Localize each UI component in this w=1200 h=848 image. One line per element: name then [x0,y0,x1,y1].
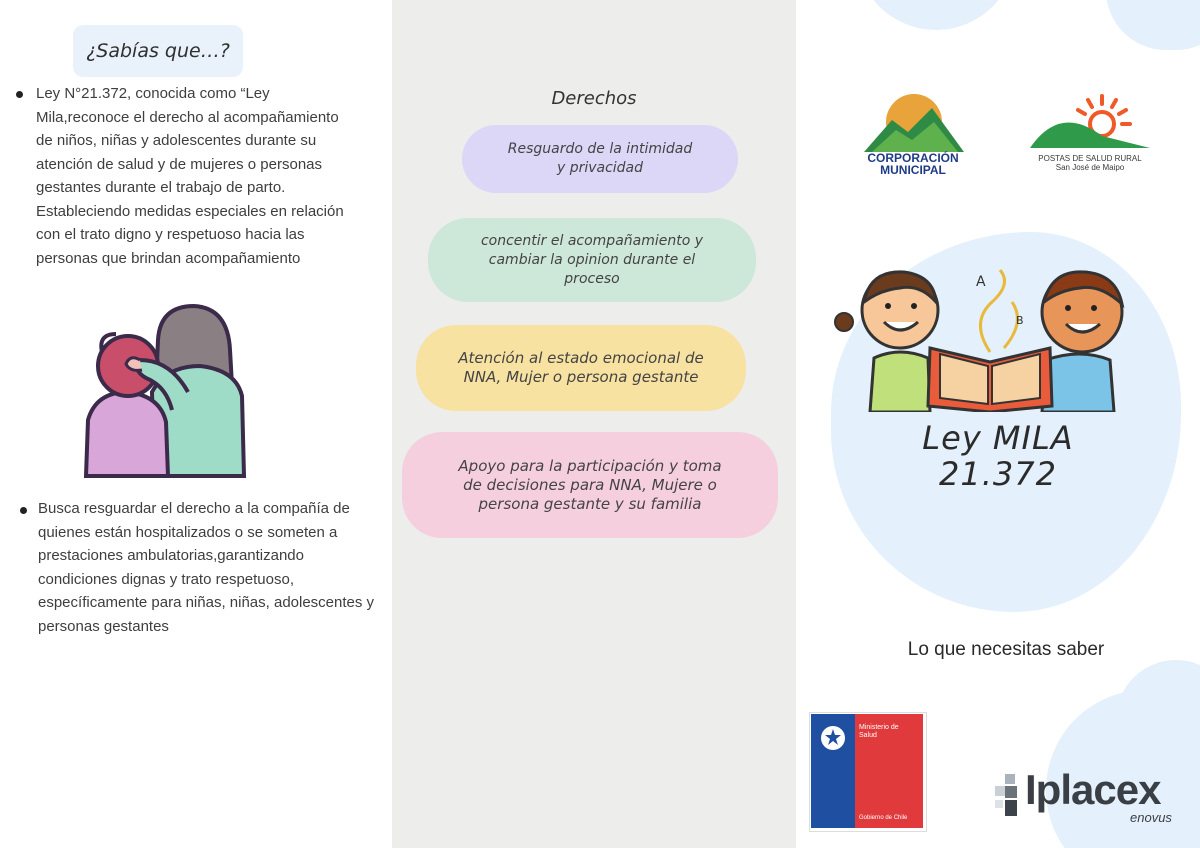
bullet-dot-icon [16,91,23,98]
right-privacy-text: Resguardo de la intimidad y privacidad [507,141,693,176]
iplacex-name: Iplacex [1025,766,1161,813]
middle-panel [392,0,796,848]
minsal-name-line1: Ministerio de [859,724,899,731]
ley-mila-title-line1: Ley MILA [922,419,1074,457]
adult-hand [126,358,142,371]
bullet-dot-icon [20,507,27,514]
postas-label: POSTAS DE SALUD RURAL [1038,154,1142,163]
mother-child-illustration [76,300,256,485]
top-cloud-shape [856,0,1016,30]
letter-a-icon: A [976,274,986,290]
ley-mila-title [796,420,1200,492]
postas-location-label: San José de Maipo [1055,163,1125,172]
right-participation-text: Apoyo para la participación y toma de decisiones para NNA, Mujere o persona gestante y su familia [458,456,722,513]
iplacex-squares-icon [993,774,1023,816]
right-emotional-pill [416,325,746,411]
top-right-cloud-shape [1106,0,1200,50]
corporacion-label: CORPORACIÓN [867,151,959,165]
kids-reading-illustration [830,262,1140,412]
ley-mila-title-line2: 21.372 [939,455,1057,493]
letter-b-icon: B [1016,314,1024,327]
right-accompaniment-text: concentir el acompañamiento y cambiar la opinion durante el proceso [480,232,704,287]
girl-body [870,352,930,412]
minsal-name [859,724,921,740]
right-accompaniment-pill [428,218,756,302]
sabias-que-heading: ¿Sabías que…? [73,25,243,77]
gobierno-chile-label: Gobierno de Chile [859,815,908,821]
lo-que-necesitas-saber: Lo que necesitas saber [907,639,1105,660]
bullet-companion-right: Busca resguardar el derecho a la compañía de quienes están hospitalizados o se someten a prestaciones ambulatorias,garantizando condiciones dignas y trato respetuoso, específicamente para niñas, niñas, adolescentes y personas gestantes [38,500,375,635]
iplacex-logo [993,766,1193,830]
minsal-name-line2: Salud [859,732,877,739]
municipal-label: MUNICIPAL [880,163,946,177]
iplacex-subtitle: enovus [1130,810,1172,825]
postas-salud-rural-logo [1030,92,1150,150]
ministerio-salud-logo [809,712,925,830]
left-panel [0,0,392,848]
corporacion-municipal-logo [862,90,966,152]
bullet-ley-mila: Ley N°21.372, conocida como “Ley Mila,reconoce el derecho al acompañamiento de niños, niñas y adolescentes durante su atención de salud y de mujeres o personas gestantes durante el trabajo de parto. Estableciendo medidas especiales en relación con el trato digno y respetuoso hacia las personas que brindan acompañamiento [36,85,344,267]
right-participation-pill [402,432,778,538]
right-privacy-pill [462,125,738,193]
coat-of-arms-icon [819,724,847,752]
child-body [86,392,168,476]
sun-rays-icon [1078,96,1130,124]
derechos-title: Derechos [551,88,637,109]
right-panel [796,0,1200,848]
right-emotional-text: Atención al estado emocional de NNA, Mujer o persona gestante [458,349,704,386]
